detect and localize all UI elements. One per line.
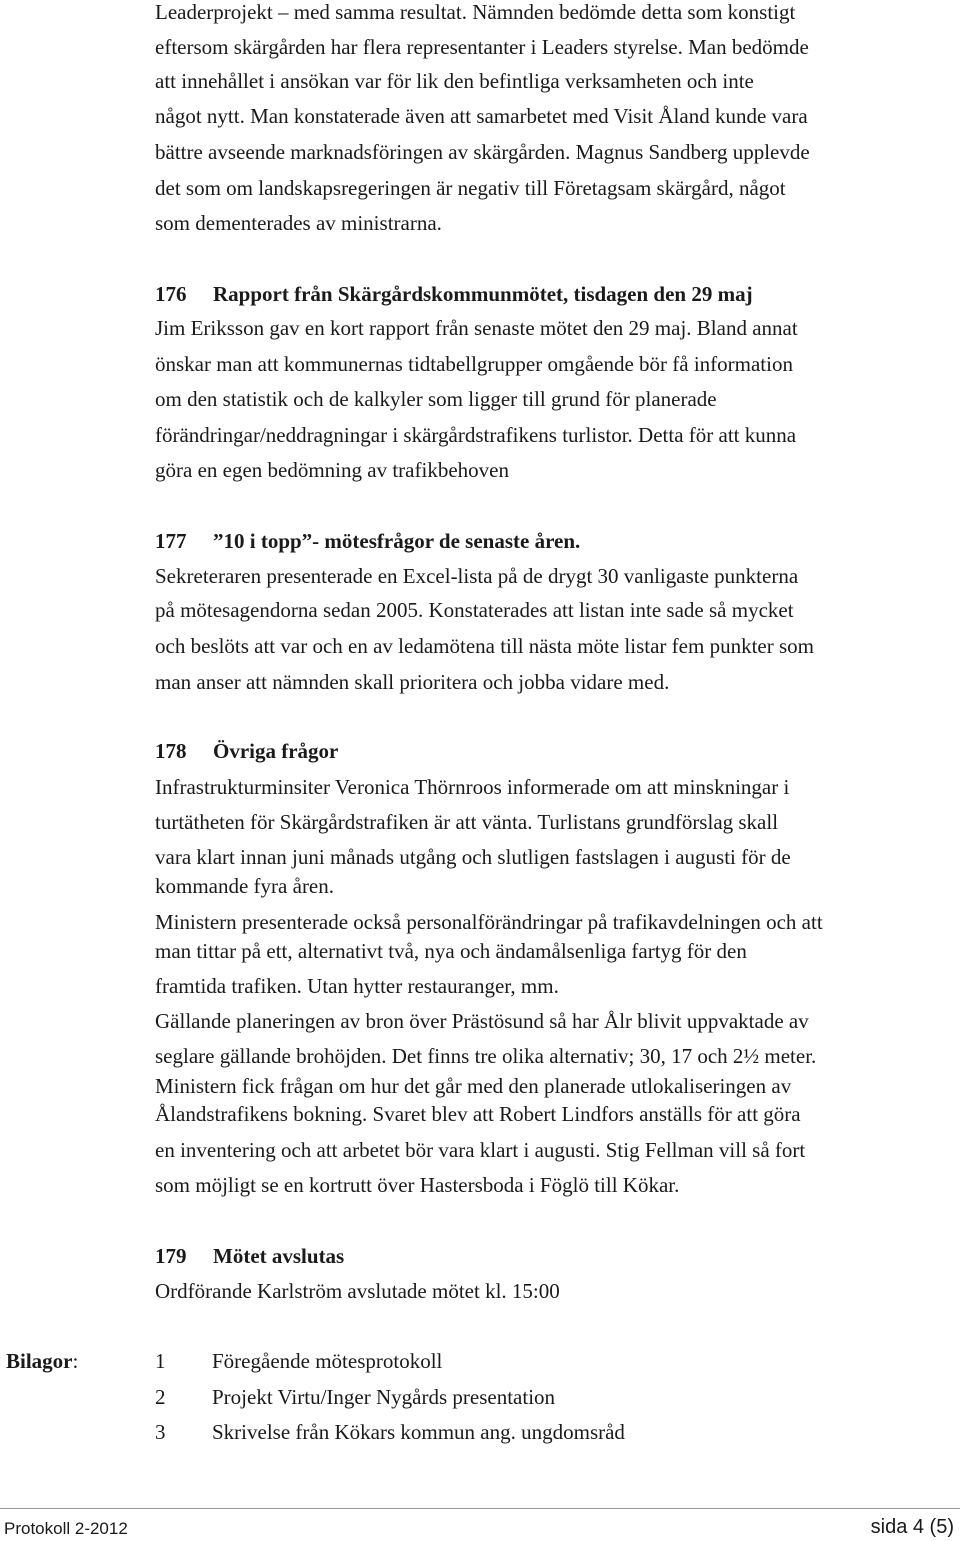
section-line: Jim Eriksson gav en kort rapport från senaste mötet den 29 maj. Bland annat <box>155 316 798 340</box>
section-heading <box>155 531 580 552</box>
section-number: 178 <box>155 739 187 763</box>
section-line: Ministern fick frågan om hur det går med den planerade utlokaliseringen av <box>155 1074 792 1098</box>
section-number: 176 <box>155 282 187 306</box>
intro-line: Leaderprojekt – med samma resultat. Nämnden bedömde detta som konstigt <box>155 0 796 24</box>
attachment-title: Projekt Virtu/Inger Nygårds presentation <box>212 1385 556 1409</box>
section-line: Ålandstrafikens bokning. Svaret blev att Robert Lindfors anställs för att göra <box>155 1102 801 1126</box>
intro-line: det som om landskapsregeringen är negativ till Företagsam skärgård, något <box>155 176 786 200</box>
section-line: och beslöts att var och en av ledamötena till nästa möte listar fem punkter som <box>155 634 814 658</box>
section-title: Rapport från Skärgårdskommunmötet, tisdagen den 29 maj <box>213 282 753 306</box>
section-line: Ordförande Karlström avslutade mötet kl. 15:00 <box>155 1279 560 1303</box>
page-number: sida 4 (5) <box>870 1516 954 1538</box>
intro-line: eftersom skärgården har flera representanter i Leaders styrelse. Man bedömde <box>155 35 809 59</box>
section-title: Mötet avslutas <box>213 1244 345 1268</box>
intro-line: något nytt. Man konstaterade även att samarbetet med Visit Åland kunde vara <box>155 104 808 128</box>
section-title: ”10 i topp”- mötesfrågor de senaste åren. <box>213 529 581 553</box>
section-line: framtida trafiken. Utan hytter restauranger, mm. <box>155 974 559 998</box>
section-line: vara klart innan juni månads utgång och slutligen fastslagen i augusti för de <box>155 845 791 869</box>
section-line: kommande fyra åren. <box>155 874 335 898</box>
attachment-title: Skrivelse från Kökars kommun ang. ungdomsråd <box>212 1420 625 1444</box>
section-line: man tittar på ett, alternativt två, nya och ändamålsenliga fartyg för den <box>155 939 747 963</box>
section-line: man anser att nämnden skall prioritera och jobba vidare med. <box>155 670 670 694</box>
intro-line: att innehållet i ansökan var för lik den befintliga verksamheten och inte <box>155 69 754 93</box>
section-line: göra en egen bedömning av trafikbehoven <box>155 458 509 482</box>
attachment-number: 3 <box>155 1420 166 1444</box>
section-line: seglare gällande brohöjden. Det finns tre olika alternativ; 30, 17 och 2½ meter. <box>155 1044 817 1068</box>
section-line: som möjligt se en kortrutt över Hastersboda i Föglö till Kökar. <box>155 1173 680 1197</box>
intro-line: som dementerades av ministrarna. <box>155 211 442 235</box>
footer-divider <box>0 1508 960 1509</box>
section-heading <box>155 1246 344 1267</box>
section-line: Infrastrukturminsiter Veronica Thörnroos informerade om att minskningar i <box>155 775 790 799</box>
section-line: Sekreteraren presenterade en Excel-lista på de drygt 30 vanligaste punkterna <box>155 564 799 588</box>
section-title: Övriga frågor <box>213 739 339 763</box>
section-line: på mötesagendorna sedan 2005. Konstaterades att listan inte sade så mycket <box>155 598 794 622</box>
section-line: turtätheten för Skärgårdstrafiken är att vänta. Turlistans grundförslag skall <box>155 810 779 834</box>
section-line: om den statistik och de kalkyler som ligger till grund för planerade <box>155 387 717 411</box>
section-number: 179 <box>155 1244 187 1268</box>
section-heading <box>155 741 338 762</box>
intro-line: bättre avseende marknadsföringen av skärgården. Magnus Sandberg upplevde <box>155 140 810 164</box>
attachments-label-colon: : <box>72 1349 79 1373</box>
attachment-title: Föregående mötesprotokoll <box>212 1349 443 1373</box>
attachment-number: 1 <box>155 1349 166 1373</box>
attachments-label-text: Bilagor <box>6 1349 73 1373</box>
section-line: förändringar/neddragningar i skärgårdstrafikens turlistor. Detta för att kunna <box>155 423 797 447</box>
attachments-label <box>6 1351 78 1372</box>
document-id: Protokoll 2-2012 <box>4 1519 128 1538</box>
section-line: en inventering och att arbetet bör vara klart i augusti. Stig Fellman vill så fort <box>155 1138 806 1162</box>
section-heading <box>155 284 753 305</box>
attachment-number: 2 <box>155 1385 166 1409</box>
section-number: 177 <box>155 529 187 553</box>
section-line: önskar man att kommunernas tidtabellgrupper omgående bör få information <box>155 352 793 376</box>
section-line: Gällande planeringen av bron över Prästösund så har Ålr blivit uppvaktade av <box>155 1009 809 1033</box>
section-line: Ministern presenterade också personalförändringar på trafikavdelningen och att <box>155 910 823 934</box>
